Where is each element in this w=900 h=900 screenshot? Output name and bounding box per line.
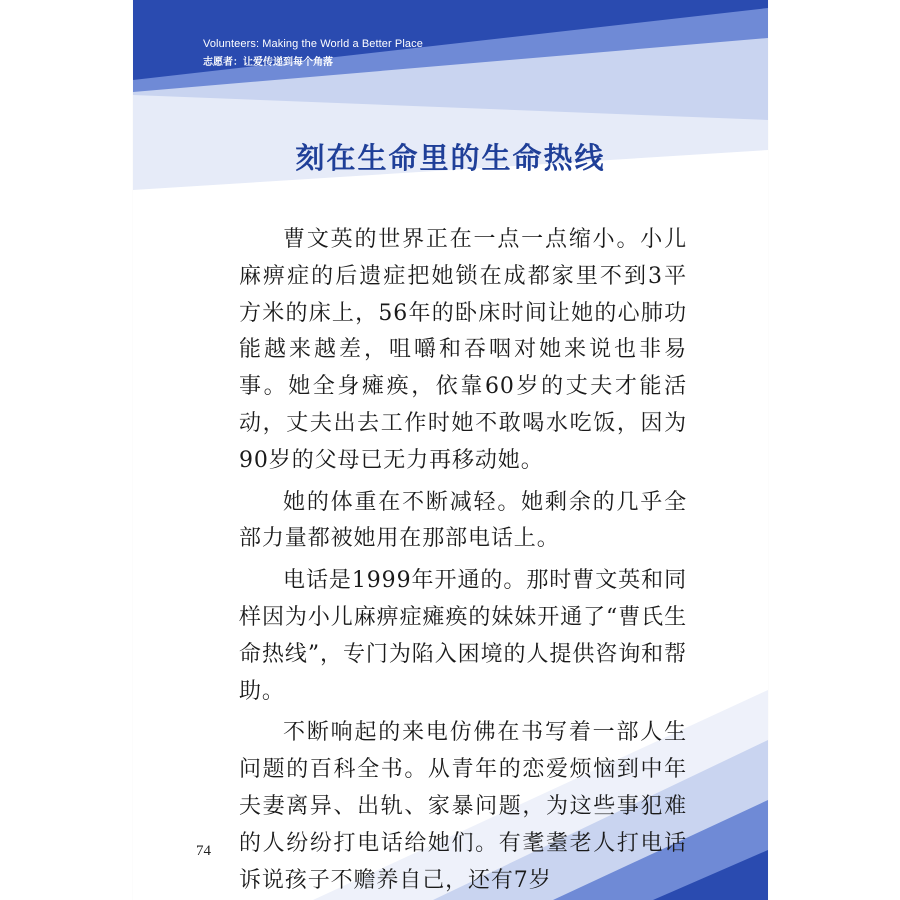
paragraph: 不断响起的来电仿佛在书写着一部人生问题的百科全书。从青年的恋爱烦恼到中年夫妻离异、出轨、家暴问题，为这些事犯难的人纷纷打电话给她们。有耄耋老人打电话诉说孩子不赡养自己，还有7岁 [239, 720, 687, 893]
article-title: 刻在生命里的生命热线 [295, 141, 606, 175]
header-english-title: Volunteers: Making the World a Better Place [203, 38, 423, 50]
header-chinese-title: 志愿者：让爱传递到每个角落 [203, 57, 333, 68]
book-page [133, 0, 768, 900]
article-body [239, 222, 687, 900]
paragraph: 电话是1999年开通的。那时曹文英和同样因为小儿麻痹症瘫痪的妹妹开通了“曹氏生命热线”，专门为陷入困境的人提供咨询和帮助。 [239, 568, 687, 704]
paragraph: 曹文英的世界正在一点一点缩小。小儿麻痹症的后遗症把她锁在成都家里不到3平方米的床上，56年的卧床时间让她的心肺功能越来越差，咀嚼和吞咽对她来说也非易事。她全身瘫痪，依靠60岁的丈夫才能活动，丈夫出去工作时她不敢喝水吃饭，因为90岁的父母已无力再移动她。 [239, 227, 687, 473]
paragraph: 她的体重在不断减轻。她剩余的几乎全部力量都被她用在那部电话上。 [239, 489, 687, 552]
page-number: 74 [196, 843, 211, 859]
